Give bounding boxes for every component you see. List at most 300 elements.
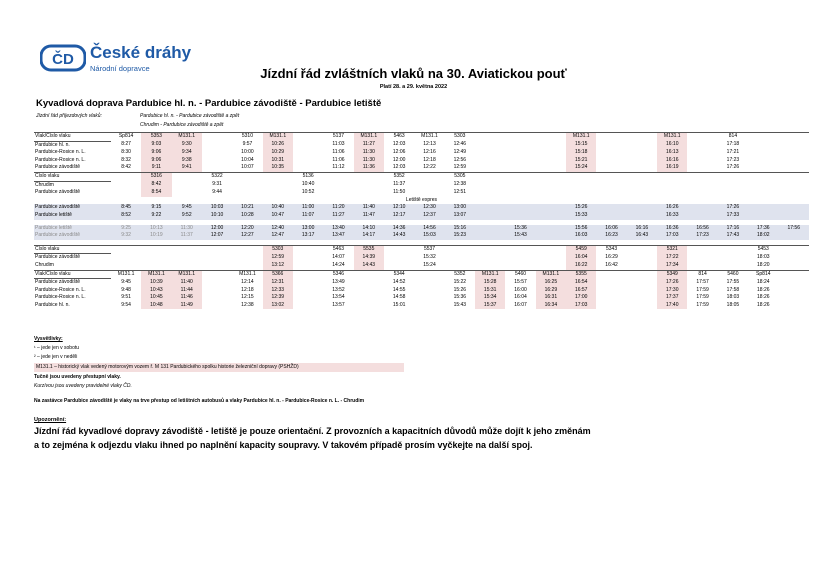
table-cell: 14:56 [414, 225, 444, 233]
table-cell: 9:25 [111, 225, 141, 233]
table-cell: 15:15 [566, 141, 596, 149]
table-cell [536, 157, 566, 165]
table-cell [111, 262, 141, 270]
table-cell: 11:40 [354, 204, 384, 212]
table-cell: 10:10 [202, 212, 232, 220]
table-cell: 9:41 [172, 164, 202, 172]
table-cell: M131.1 [263, 133, 293, 142]
table-cell [505, 149, 535, 157]
table-cell: 17:57 [696, 278, 709, 285]
table-cell [778, 189, 809, 197]
table-cell: 10:21 [232, 204, 262, 212]
table-cell: 5344 [384, 270, 414, 279]
table-row [34, 172, 809, 181]
table-cell: 12:20 [232, 225, 262, 233]
table-cell [293, 270, 323, 279]
transfer-note: Na zastávce Pardubice závodiště je vlaky na trve přestup od letištních autobusů a vlaky Pardubice hl. n. - Pardubice-Rosice n. L. - Chrudim [34, 398, 365, 404]
table-cell: 9:30 [172, 141, 202, 149]
table-cell [657, 181, 687, 189]
table-cell [293, 245, 323, 254]
table-cell [596, 294, 626, 302]
table-cell: 10:47 [263, 212, 293, 220]
table-cell: 16:56 [687, 225, 717, 233]
table-cell [627, 254, 657, 262]
table-cell [596, 157, 626, 165]
table-cell: 5349 [657, 270, 687, 279]
table-cell: 14:17 [354, 232, 384, 240]
table-cell: 16:13 [657, 149, 687, 157]
table-cell: 12:07 [202, 232, 232, 240]
table-cell: 5453 [748, 245, 778, 254]
table-cell: M131.1 [232, 270, 262, 279]
table-cell [778, 279, 809, 287]
table-cell: 15:33 [566, 212, 596, 220]
table-cell: 13:57 [332, 301, 345, 308]
table-cell: 5346 [323, 270, 353, 279]
table-cell: 10:28 [232, 212, 262, 220]
table-cell: 5355 [566, 270, 596, 279]
table-row [34, 212, 809, 220]
table-row [34, 294, 809, 302]
table-cell: 17:30 [657, 287, 687, 295]
table-cell: 11:30 [172, 225, 202, 233]
table-cell: 15:21 [566, 157, 596, 165]
table-cell [748, 157, 778, 165]
table-cell [414, 287, 444, 295]
table-cell [778, 287, 809, 295]
table-cell [627, 262, 657, 270]
table-cell: 5463 [384, 133, 414, 142]
table-cell: 12:00 [202, 225, 232, 233]
table-cell [141, 262, 171, 270]
table-cell [475, 245, 505, 254]
table-row [34, 141, 809, 149]
table-cell: 14:55 [392, 286, 406, 293]
table-cell [475, 204, 505, 212]
table-cell [657, 189, 687, 197]
table-cell [293, 287, 323, 295]
table-cell: 9:45 [121, 278, 131, 285]
table-cell: 5463 [323, 245, 353, 254]
table-cell: 8:54 [141, 189, 171, 197]
table-cell: 12:27 [232, 232, 262, 240]
page-title: Jízdní řád zvláštních vlaků na 30. Aviatickou pouť [260, 66, 567, 81]
table-cell: 5460 [505, 270, 535, 279]
table-cell: 18:24 [757, 278, 770, 285]
table-row [34, 133, 809, 142]
table-cell: 15:22 [453, 278, 467, 285]
table-cell: 10:03 [202, 204, 232, 212]
table-cell [232, 245, 262, 254]
table-cell: 5343 [596, 245, 626, 254]
table-cell [384, 262, 414, 270]
table-cell: 8:30 [121, 149, 131, 156]
table-cell: 5352 [384, 172, 414, 181]
table-cell [596, 212, 626, 220]
table-cell [414, 294, 444, 302]
table-cell: 5137 [323, 133, 353, 142]
table-cell: 814 [687, 270, 717, 279]
table-cell [202, 133, 232, 142]
table-cell: 11:36 [354, 164, 384, 172]
table-cell [536, 181, 566, 189]
table-cell: 17:23 [687, 232, 717, 240]
table-cell: 17:34 [657, 262, 687, 270]
table-row [34, 189, 809, 197]
table-cell: 16:19 [657, 164, 687, 172]
table-cell: 5352 [445, 270, 475, 279]
table-cell: 16:54 [566, 279, 596, 287]
table-cell [596, 181, 626, 189]
table-cell [748, 141, 778, 149]
table-cell: 17:36 [748, 225, 778, 233]
table-cell: M131.1 [475, 270, 505, 279]
table-cell: 13:02 [263, 302, 293, 310]
table-cell: 9:22 [141, 212, 171, 220]
table-cell [718, 181, 748, 189]
table-cell: 11:30 [354, 149, 384, 157]
table-cell [293, 149, 323, 157]
table-cell [354, 279, 384, 287]
table-row [34, 232, 809, 240]
table-cell: 12:38 [241, 301, 254, 308]
table-cell: 11:47 [354, 212, 384, 220]
table-cell [596, 141, 626, 149]
table-cell: 16:42 [605, 262, 618, 268]
table-cell: 16:33 [657, 212, 687, 220]
table-cell [596, 164, 626, 172]
table-cell: 12:13 [423, 141, 436, 148]
table-cell [778, 212, 809, 220]
table-cell: 9:15 [141, 204, 171, 212]
table-cell [475, 232, 505, 240]
table-cell [475, 172, 505, 181]
table-cell: 14:39 [354, 254, 384, 262]
table-cell [778, 149, 809, 157]
table-cell [657, 172, 687, 181]
table-cell: 9:32 [111, 232, 141, 240]
table-cell [536, 133, 566, 142]
table-cell: Sp814 [111, 133, 141, 142]
table-cell [627, 270, 657, 279]
table-cell [687, 164, 717, 172]
table-cell: M131.1 [414, 133, 444, 142]
table-cell: 5353 [141, 133, 171, 142]
table-cell: 9:11 [141, 164, 171, 172]
table-cell [172, 245, 202, 254]
station-name: Pardubice-Rosice n. L. [35, 286, 86, 293]
table-cell [202, 262, 232, 270]
table-cell: 10:31 [263, 157, 293, 165]
table-cell: 16:57 [566, 287, 596, 295]
table-cell: 17:55 [726, 278, 740, 285]
table-cell [748, 189, 778, 197]
table-cell: 17:16 [718, 225, 748, 233]
table-row [34, 270, 809, 279]
table-cell [566, 189, 596, 197]
table-cell: 10:26 [263, 141, 293, 149]
table-cell [202, 270, 232, 279]
table-cell: 12:46 [453, 141, 467, 148]
table-cell [202, 287, 232, 295]
table-cell: 15:56 [566, 225, 596, 233]
table-cell: 15:26 [453, 286, 467, 293]
table-cell [111, 172, 141, 181]
table-cell: 18:03 [726, 294, 740, 301]
table-cell: 15:32 [423, 254, 436, 261]
table-cell [687, 204, 717, 212]
table-cell [687, 245, 717, 254]
table-cell: 11:40 [172, 279, 202, 287]
table-cell: 12:56 [453, 156, 467, 163]
table-cell: 16:34 [536, 302, 566, 310]
table-cell: 18:03 [757, 254, 770, 261]
table-cell [718, 245, 748, 254]
table-cell [748, 164, 778, 172]
table-cell [354, 287, 384, 295]
table-cell [445, 254, 475, 262]
table-cell [414, 270, 444, 279]
table-cell [445, 245, 475, 254]
table-cell [596, 133, 626, 142]
table-cell [232, 172, 262, 181]
table-cell [202, 157, 232, 165]
table-cell: 12:17 [384, 212, 414, 220]
station-name: Pardubice letiště [34, 212, 111, 220]
table-cell [748, 204, 778, 212]
station-name: Pardubice závodiště [34, 204, 111, 212]
table-cell: 16:00 [514, 286, 527, 293]
table-cell [202, 294, 232, 302]
table-cell [536, 189, 566, 197]
table-row [34, 245, 809, 254]
table-cell [293, 141, 323, 149]
table-cell [293, 279, 323, 287]
table-row [34, 262, 809, 270]
table-cell [414, 189, 444, 197]
table-cell [596, 204, 626, 212]
table-cell [778, 270, 809, 279]
table-cell: 18:05 [726, 301, 740, 308]
table-cell [687, 189, 717, 197]
table-cell: 12:51 [453, 189, 467, 196]
table-cell: 17:23 [726, 156, 740, 163]
table-cell: 5303 [445, 133, 475, 142]
station-name: Chrudim [35, 262, 54, 268]
table-cell [596, 302, 626, 310]
table-cell: 17:33 [718, 212, 748, 220]
table-cell: 18:26 [757, 286, 770, 293]
table-cell: 15:36 [505, 225, 535, 233]
table-cell [687, 172, 717, 181]
table-cell: 12:18 [241, 286, 254, 293]
table-cell [748, 149, 778, 157]
table-cell: 12:03 [392, 141, 406, 148]
table-cell: 17:00 [566, 294, 596, 302]
table-row [34, 279, 809, 287]
table-cell: M131.1 [536, 270, 566, 279]
table-cell [536, 204, 566, 212]
table-cell [687, 212, 717, 220]
table-cell: 15:24 [566, 164, 596, 172]
table-cell [536, 141, 566, 149]
table-cell [111, 181, 141, 189]
table-cell: 9:03 [141, 141, 171, 149]
table-cell [111, 189, 141, 197]
table-cell [293, 302, 323, 310]
table-cell: 14:43 [384, 232, 414, 240]
table-cell [475, 157, 505, 165]
table-row [34, 225, 809, 233]
table-cell: 16:26 [657, 204, 687, 212]
table-cell: 15:34 [475, 294, 505, 302]
table-cell [232, 189, 262, 197]
station-name: Pardubice-Rosice n. L. [35, 149, 86, 156]
table-cell: 10:29 [263, 149, 293, 157]
table-cell: 15:57 [514, 278, 527, 285]
table-cell [536, 164, 566, 172]
table-cell: 16:29 [536, 287, 566, 295]
table-cell: 13:17 [293, 232, 323, 240]
table-cell [475, 254, 505, 262]
table-cell [536, 172, 566, 181]
table-cell: 17:43 [718, 232, 748, 240]
table-cell [172, 262, 202, 270]
table-cell: 11:46 [172, 294, 202, 302]
table-cell: 17:56 [778, 225, 809, 233]
table-cell: 15:18 [566, 149, 596, 157]
table-cell: 12:14 [241, 278, 254, 285]
table-cell: 10:52 [301, 189, 315, 196]
table-cell: 15:03 [414, 232, 444, 240]
table-cell [778, 245, 809, 254]
table-cell: 8:45 [111, 204, 141, 212]
table-cell [505, 204, 535, 212]
table-cell [141, 254, 171, 262]
table-cell [323, 189, 353, 197]
table-cell: 15:28 [475, 279, 505, 287]
table-cell [718, 172, 748, 181]
table-cell: 5459 [566, 245, 596, 254]
table-cell [718, 254, 748, 262]
table-cell [354, 189, 384, 197]
table-cell: 5366 [263, 270, 293, 279]
table-cell: 16:06 [596, 225, 626, 233]
table-cell [687, 149, 717, 157]
table-cell: 13:12 [263, 262, 293, 270]
table-row [34, 302, 809, 310]
table-cell [596, 189, 626, 197]
table-cell: 17:21 [726, 149, 740, 156]
table-cell: 10:04 [241, 156, 254, 163]
table-cell: 9:57 [242, 141, 253, 148]
table-cell: 14:52 [392, 278, 406, 285]
table-cell: 16:22 [566, 262, 596, 270]
table-cell: 14:43 [354, 262, 384, 270]
table-cell: 12:49 [453, 149, 467, 156]
table-cell [172, 172, 202, 181]
station-name: Pardubice závodiště [35, 254, 81, 261]
table-cell [232, 181, 262, 189]
table-cell: 17:59 [696, 301, 709, 308]
table-cell: 16:16 [627, 225, 657, 233]
info-route-2: Chrudim - Pardubice závodiště a zpět [140, 122, 224, 128]
table-cell: 9:54 [121, 301, 131, 308]
table-cell [627, 164, 657, 172]
table-cell [202, 245, 232, 254]
table-cell: 8:27 [121, 141, 131, 148]
table-cell: 17:26 [657, 279, 687, 287]
table-cell: 5310 [232, 133, 262, 142]
table-cell [778, 232, 809, 240]
table-cell [627, 287, 657, 295]
table-cell: M131.1 [354, 133, 384, 142]
table-cell [536, 245, 566, 254]
table-cell: 9:44 [212, 189, 222, 196]
table-cell [718, 262, 748, 270]
table-cell: 10:40 [263, 204, 293, 212]
table-cell [354, 294, 384, 302]
table-cell [414, 181, 444, 189]
table-cell: 5316 [141, 172, 171, 181]
table-cell [475, 164, 505, 172]
table-cell: 13:07 [445, 212, 475, 220]
station-name: Pardubice letiště [34, 225, 111, 233]
table-cell: 16:10 [657, 141, 687, 149]
table-cell: 11:20 [323, 204, 353, 212]
brand-subtitle: Národní dopravce [90, 64, 150, 73]
table-cell [172, 189, 202, 197]
table-cell: 10:43 [141, 287, 171, 295]
table-cell [202, 141, 232, 149]
table-cell [596, 172, 626, 181]
table-cell [263, 181, 293, 189]
table-cell: 10:19 [141, 232, 171, 240]
table-cell: 5303 [263, 245, 293, 254]
table-cell [111, 245, 141, 254]
table-cell: 12:15 [241, 294, 254, 301]
table-cell [778, 262, 809, 270]
station-name: Vlak/Číslo vlaku [34, 133, 111, 142]
table-cell: 17:26 [718, 204, 748, 212]
table-cell: 12:47 [263, 232, 293, 240]
table-cell: 15:23 [445, 232, 475, 240]
table-cell: 8:32 [121, 156, 131, 163]
table-cell: 17:37 [657, 294, 687, 302]
table-cell [536, 225, 566, 233]
table-cell: 11:50 [393, 189, 406, 196]
station-name: Pardubice závodiště [34, 232, 111, 240]
table-cell [627, 204, 657, 212]
table-cell [596, 279, 626, 287]
table-cell [323, 181, 353, 189]
table-cell [566, 172, 596, 181]
table-cell: 5305 [445, 172, 475, 181]
table-cell [627, 141, 657, 149]
notice-heading: Upozornění: [34, 417, 67, 423]
info-label: Jízdní řád příjezdových vlaků: [36, 113, 102, 119]
legend-historic-train: M131.1 – historický vlak vedený motorovým vozem ř. M 131 Pardubického spolku historie železniční dopravy (PSHŽD) [34, 363, 404, 372]
table-cell [687, 262, 717, 270]
station-name: Pardubice závodiště [35, 189, 81, 196]
legend-saturday: ¹ – jede jen v sobotu [34, 345, 80, 351]
table-cell: 16:25 [536, 279, 566, 287]
table-cell: 12:00 [392, 156, 406, 163]
table-cell [475, 133, 505, 142]
table-cell [414, 279, 444, 287]
table-row [34, 197, 809, 205]
table-cell [536, 232, 566, 240]
